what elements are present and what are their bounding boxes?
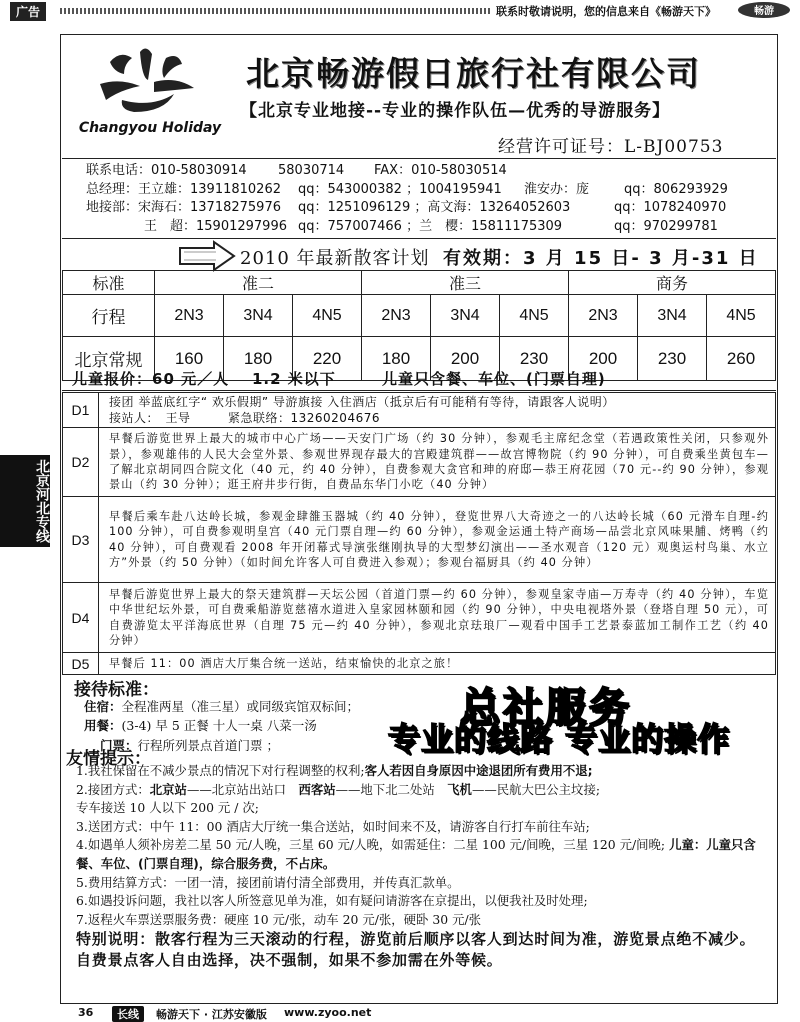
day-description: 早餐后 11：00 酒店大厅集合统一送站，结束愉快的北京之旅！ [99,653,776,675]
contact-qq: qq：1251096129 ；高文海：13264052603 [298,200,571,215]
lodging-value: 全程准两星（准三星）或同级宾馆双标间； [121,699,360,714]
section-label: 长线 [112,1006,144,1022]
tip-item: 2.接团方式：北京站——北京站出站口 西客站——地下北二处站 飞机——民航大巴公主坟接; [76,781,601,797]
day-label: D3 [63,497,99,583]
price-cell: 260 [707,337,776,381]
day-description [99,393,776,428]
day-label: D4 [63,583,99,653]
arrow-right-icon [178,240,236,272]
group-header: 准三 [362,271,569,295]
child-includes: 儿童只含餐、车位、(门票自理) [382,370,606,388]
price-cell: 220 [293,337,362,381]
itinerary-cell: 3N4 [224,295,293,337]
price-cell: 180 [362,337,431,381]
contact-qq: qq：543000382 ；1004195941 [298,181,502,197]
contact-phone: 联系电话：010-58030914 [86,163,247,178]
tips-list [76,762,766,929]
price-cell: 230 [500,337,569,381]
ad-tag: 广告 [10,2,46,21]
lodging-label: 住宿： [84,699,122,714]
itinerary-cell: 4N5 [500,295,569,337]
itinerary-cell: 2N3 [155,295,224,337]
page-footer [0,1006,800,1022]
itinerary-cell: 3N4 [638,295,707,337]
contact-phone-2: 58030714 [278,163,345,178]
meals-label: 用餐： [84,718,122,733]
reception-title: 接待标准： [74,680,159,700]
group-header: 准二 [155,271,362,295]
itinerary-day-row [63,497,776,583]
tip-item: 1.我社保留在不减少景点的情况下对行程调整的权利;客人若因自身原因中途退团所有费用不退; [76,763,593,778]
day-label: D5 [63,653,99,675]
tips-title: 友情提示： [66,749,151,769]
itinerary-day-row [63,393,776,428]
tip-item: 3.送团方式：中午 11：00 酒店大厅统一集合送站，如时间来不及，请游客自行打车前往车站; [76,818,590,834]
plan-validity: 有效期：3 月 15 日- 3 月-31 日 [442,248,759,269]
tip-item: 7.返程火车票送票服务费：硬座 10 元/张，动车 20 元/张，硬卧 30 元/张 [76,911,482,927]
child-height: 1.2 米以下 [252,370,336,388]
contact-name: 王 超：15901297996 [144,218,287,234]
special-note: 特别说明：散客行程为三天滚动的行程，游览前后顺序以客人到达时间为准，游览景点绝不减少。自费景点客人自由选择，决不强制，如果不参加需在外等候。 [76,930,756,969]
price-table [62,270,776,381]
banner-professional: 专业的线路 专业的操作 [388,720,731,758]
row-label: 行程 [63,295,155,337]
child-price-label: 儿童报价：60 元／人 [72,370,230,388]
tickets-value: 行程所列景点首道门票 ； [137,738,279,753]
itinerary-cell: 2N3 [569,295,638,337]
group-header: 商务 [569,271,776,295]
day-description: 早餐后游览世界上最大的城市中心广场——天安门广场（约 30 分钟），参观毛主席纪念堂（若遇政策性关闭，只参观外景），参观雄伟的人民大会堂外景、参观世界现存最大的宫殿建筑群——故宫博物院（约 90 分钟），可自费乘坐黄包车—了解北京胡同四合院文化（40 元，约 40 分钟），自费参观大贪官和珅的府邸—恭王府花园（70 元--约 90 分钟），参观景山（约 30 分钟）；逛王府井步行街，自费品东华门小吃（40 分钟） [99,428,776,497]
itinerary-cell: 3N4 [431,295,500,337]
tip-item: 5.费用结算方式：一团一清，接团前请付清全部费用，并传真汇款单。 [76,874,460,890]
price-cell: 200 [431,337,500,381]
contact-office: 淮安办：庞 [524,181,590,197]
side-tab: 北京河北专线 [0,455,50,547]
plan-name: 2010 年最新散客计划 [240,248,430,269]
plan-title [240,244,759,270]
contact-qq: qq：806293929 [624,181,728,197]
tip-item: 6.如遇投诉问题，我社以客人所签意见单为准，如有疑问请游客在京提出，以便我社及时处理; [76,893,588,909]
company-logo [70,42,230,140]
company-name: 北京畅游假日旅行社有限公司 [246,54,701,93]
itinerary-cell: 4N5 [707,295,776,337]
meals-value: (3-4) 早 5 正餐 十人一桌 八菜一汤 [121,718,317,733]
row-label: 北京常规 [63,337,155,381]
divider [62,238,776,239]
day-label: D2 [63,428,99,497]
tickets-label: 门票： [100,738,138,753]
itinerary-table [62,392,776,675]
top-strip [0,0,800,22]
publication-name: 畅游天下 · 江苏安徽版 [156,1008,267,1021]
license-number: 经营许可证号：L-BJ00753 [498,137,724,157]
d1-line-2: 接站人： 王导 紧急联络：13260204676 [109,411,380,425]
page-number: 36 [78,1006,94,1019]
itinerary-day-row [63,653,776,675]
lodging-line [84,697,359,715]
banner-service: 总社服务 [460,685,632,731]
tip-item: 4.如遇单人须补房差二星 50 元/人晚，三星 60 元/人晚，如需延住：二星 100 元/间晚，三星 120 元/间晚; 儿童：儿童只含餐、车位、(门票自理)，综合服务费，不占床。 [76,837,756,871]
contact-qq: qq：757007466 ；兰 樱：15811175309 [298,218,563,234]
day-label: D1 [63,393,99,428]
itinerary-cell: 4N5 [293,295,362,337]
price-header-row [63,271,776,295]
source-notice: 联系时敬请说明，您的信息来自《畅游天下》 [492,3,720,19]
price-cell: 160 [155,337,224,381]
contact-name: 地接部：宋海石：13718275976 [86,200,281,215]
magazine-mini-logo [734,0,794,20]
divider [62,158,776,159]
tip-item: 专车接送 10 人以下 200 元 / 次; [76,800,259,816]
divider [62,390,776,391]
logo-text: Changyou Holiday [78,120,222,136]
mini-logo-text: 畅游 [754,6,774,17]
meals-line [84,716,317,734]
itinerary-cell: 2N3 [362,295,431,337]
website-link[interactable]: www.zyoo.net [284,1006,372,1019]
itinerary-day-row [63,428,776,497]
day-description: 早餐后游览世界上最大的祭天建筑群—天坛公园（首道门票—约 60 分钟），参观皇家寺庙—万寿寺（约 40 分钟），车览中华世纪坛外景，可自费乘船游览慈禧水道进入皇家园林颐和园（约 90 分钟），中央电视塔外景（登塔自理 50 元），可自费游览太平洋海底世界（自理 75 元—约 40 分钟），参观北京珐琅厂—观看中国手工艺景泰蓝加工制作工艺（约 40 分钟） [99,583,776,653]
contact-name: 总经理：王立雄：13911810262 [86,181,281,197]
price-cell: 230 [638,337,707,381]
itinerary-row [63,295,776,337]
day-description: 早餐后乘车赴八达岭长城，参观金肆雒玉器城（约 40 分钟），登览世界八大奇迹之一的八达岭长城（60 元滑车自理-约 100 分钟），可自费参观明皇宫（40 元门票自理—约 60 分钟），参观金运通土特产商场—品尝北京风味果脯、烤鸭（约 40 分钟），可自费观看 2008 年开闭幕式导演张继刚执导的大型梦幻演出——圣水观音（120 元）观奥运村鸟巢、水立方”外景（约 50 分钟）（如时间允许客人可自费进入参观）；参观台福厨具（约 40 分钟） [99,497,776,583]
contact-fax: FAX：010-58030514 [374,163,507,178]
price-cell: 180 [224,337,293,381]
contact-qq: qq：1078240970 [614,200,727,215]
d1-line-1: 接团 举蓝底红字“ 欢乐假期” 导游旗接 入住酒店（抵京后有可能稍有等待，请跟客人说明） [109,395,615,409]
contact-qq: qq：970299781 [614,218,718,234]
price-cell: 200 [569,337,638,381]
company-slogan: 【北京专业地接--专业的操作队伍—优秀的导游服务】 [240,101,671,121]
col-standard: 标准 [63,271,155,295]
itinerary-day-row [63,583,776,653]
